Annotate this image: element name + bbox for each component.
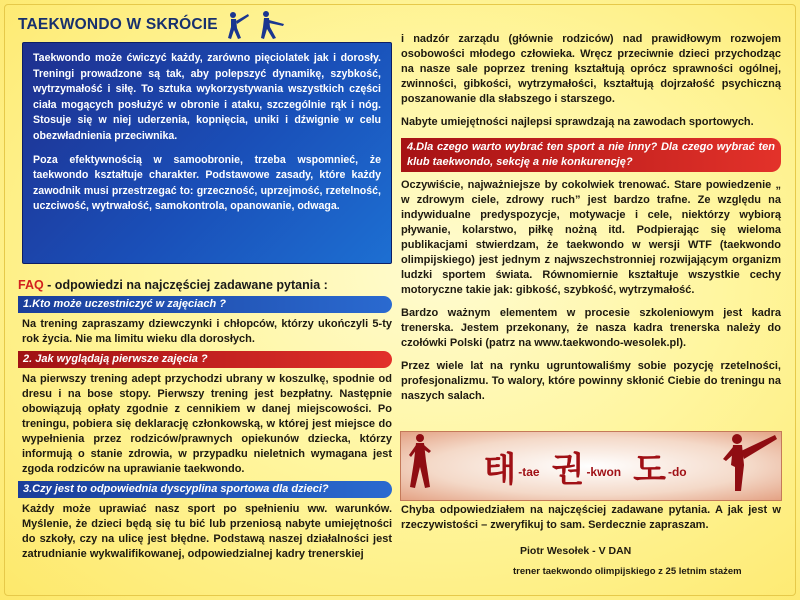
intro-box [22, 42, 392, 264]
hangul-do: 도 [633, 449, 666, 490]
answer-4-paragraph-1: Oczywiście, najważniejsze by cokolwiek trenować. Stare powiedzenie „ w zdrowym ciele, zdrowy ruch” jest bardzo trafne. Ze względu na indywidualne predyspozycje, motywacje i cele, niektórzy wybiorą pływanie, kolarstwo, piłkę nożną itd. Podpierając się wieloma publikacjami stwierdzam, że taekwondo w wersji WTF (taekwondo olimpijskiego) jest jednym z najwszechstronniej rozwijającym organizm ludzki sportem świata. Równomiernie kształtuje wszystkie cechy motoryczne takie jak: gibkość, szybkość, wytrzymałość. [401, 179, 781, 296]
question-2-bar: 2. Jak wyglądają pierwsze zajęcia ? [18, 351, 392, 368]
hangul-kwon: 권 [551, 449, 585, 490]
roman-kwon: -kwon [586, 465, 622, 479]
faq-heading [18, 278, 392, 292]
question-1-bar: 1.Kto może uczestniczyć w zajęciach ? [18, 296, 392, 313]
answer-4-paragraph-3: Przez wiele lat na rynku ugruntowaliśmy sobie pozycję rzetelności, profesjonalizmu. To walory, które powinny skłonić Ciebie do treningu na naszych salach. [401, 360, 781, 402]
answer-3: Każdy może uprawiać nasz sport po spełnieniu ww. warunków. Myślenie, że dzieci będą się tu bić lub przeniosą nabyte umiejętności do szkoły, czy na ulicę jest błędne. Podstawą naszej działalności jest zatrudnianie wykwalifikowanej, odpowiedzialnej kadry trenerskiej [22, 503, 392, 560]
page-title: TAEKWONDO W SKRÓCIE [18, 16, 218, 33]
faq-heading-accent: FAQ [18, 278, 44, 292]
roman-tae: -tae [518, 465, 540, 479]
kicker-silhouettes-icon [224, 10, 286, 40]
faq-heading-rest: - odpowiedzi na najczęściej zadawane pytania : [43, 278, 328, 292]
answer-1: Na trening zapraszamy dziewczynki i chłopców, którzy ukończyli 5-ty rok życia. Nie ma limitu wieku dla dorosłych. [22, 318, 392, 345]
roman-do: -do [667, 465, 687, 479]
answer-2: Na pierwszy trening adept przychodzi ubrany w koszulkę, spodnie od dresu i na bose stopy. Pierwszy trening jest bezpłatny. Następnie obowiązują opłaty zgodnie z cennikiem w danej miejscowości. Po treningu, pobiera się deklarację członkowską, w której jest miejsce do wypełnienia przez rodziców/prawnych opiekunów dziecka, którzy informują o stanie zdrowia, w przypadku nieletnich wymagana jest zgoda rodziców na uprawianie taekwondo. [22, 373, 392, 475]
question-4-bar: 4.Dla czego warto wybrać ten sport a nie inny? Dla czego wybrać ten klub taekwondo, sekcję a nie konkurencję? [401, 138, 781, 172]
taekwondo-banner [400, 431, 782, 501]
fighter-stance-icon [407, 433, 433, 494]
answer-4-paragraph-2: Bardzo ważnym elementem w procesie szkoleniowym jest kadra trenerska. Jestem przekonany, że nasza kadra trenerska należy do czołówki Polski (patrz na www.taekwondo-wesolek.pl). [401, 307, 781, 349]
answer-3-end: Nabyte umiejętności najlepsi sprawdzają na zawodach sportowych. [401, 116, 754, 128]
hangul-tae: 태 [483, 449, 517, 490]
left-column [18, 10, 392, 562]
high-kick-icon [717, 429, 777, 498]
signature-role: trener taekwondo olimpijskiego z 25 letnim stażem [513, 566, 742, 577]
intro-paragraph-2: Poza efektywnością w samoobronie, trzeba wspomnieć, że taekwondo kształtuje charakter. Podstawowe zasady, które każdy zawodnik musi przestrzegać to: grzeczność, uprzejmość, rzetelność, uczciwość, wytrwałość, samokontrola, opanowanie, odwaga. [33, 153, 381, 213]
answer-3-continued: i nadzór zarządu (głównie rodziców) nad prawidłowym rozwojem osobowości młodego człowieka. Wręcz przeciwnie dzieci przychodząc na nasze sale poprzez trening kształtują oprócz sprawności ogólnej, zwinności, gibkości, wytrzymałości, kształtują dojrzałość psychiczną poszanowanie dla słabszego i starszego. [401, 33, 781, 105]
question-3-bar: 3.Czy jest to odpowiednia dyscyplina sportowa dla dzieci? [18, 481, 392, 498]
closing-text: Chyba odpowiedziałem na najczęściej zadawane pytania. A jak jest w rzeczywistości – zweryfikuj to sam. Serdecznie zapraszam. [401, 504, 781, 531]
title-row [18, 10, 392, 40]
intro-paragraph-1: Taekwondo może ćwiczyć każdy, zarówno pięciolatek jak i dorosły. Treningi prowadzone są tak, aby polepszyć dynamikę, szybkość, wytrzymałość i siłę. To sztuka wykorzystywania wszystkich części ciała mogących posłużyć w obronie i ataku, szczególnie rąk i nóg. Stosuje się w niej uderzenia, kopnięcia, uniki i dźwignie w celu obezwładnienia przeciwnika. [33, 52, 381, 142]
signature-name: Piotr Wesołek - V DAN [520, 545, 632, 557]
right-column [401, 32, 781, 404]
